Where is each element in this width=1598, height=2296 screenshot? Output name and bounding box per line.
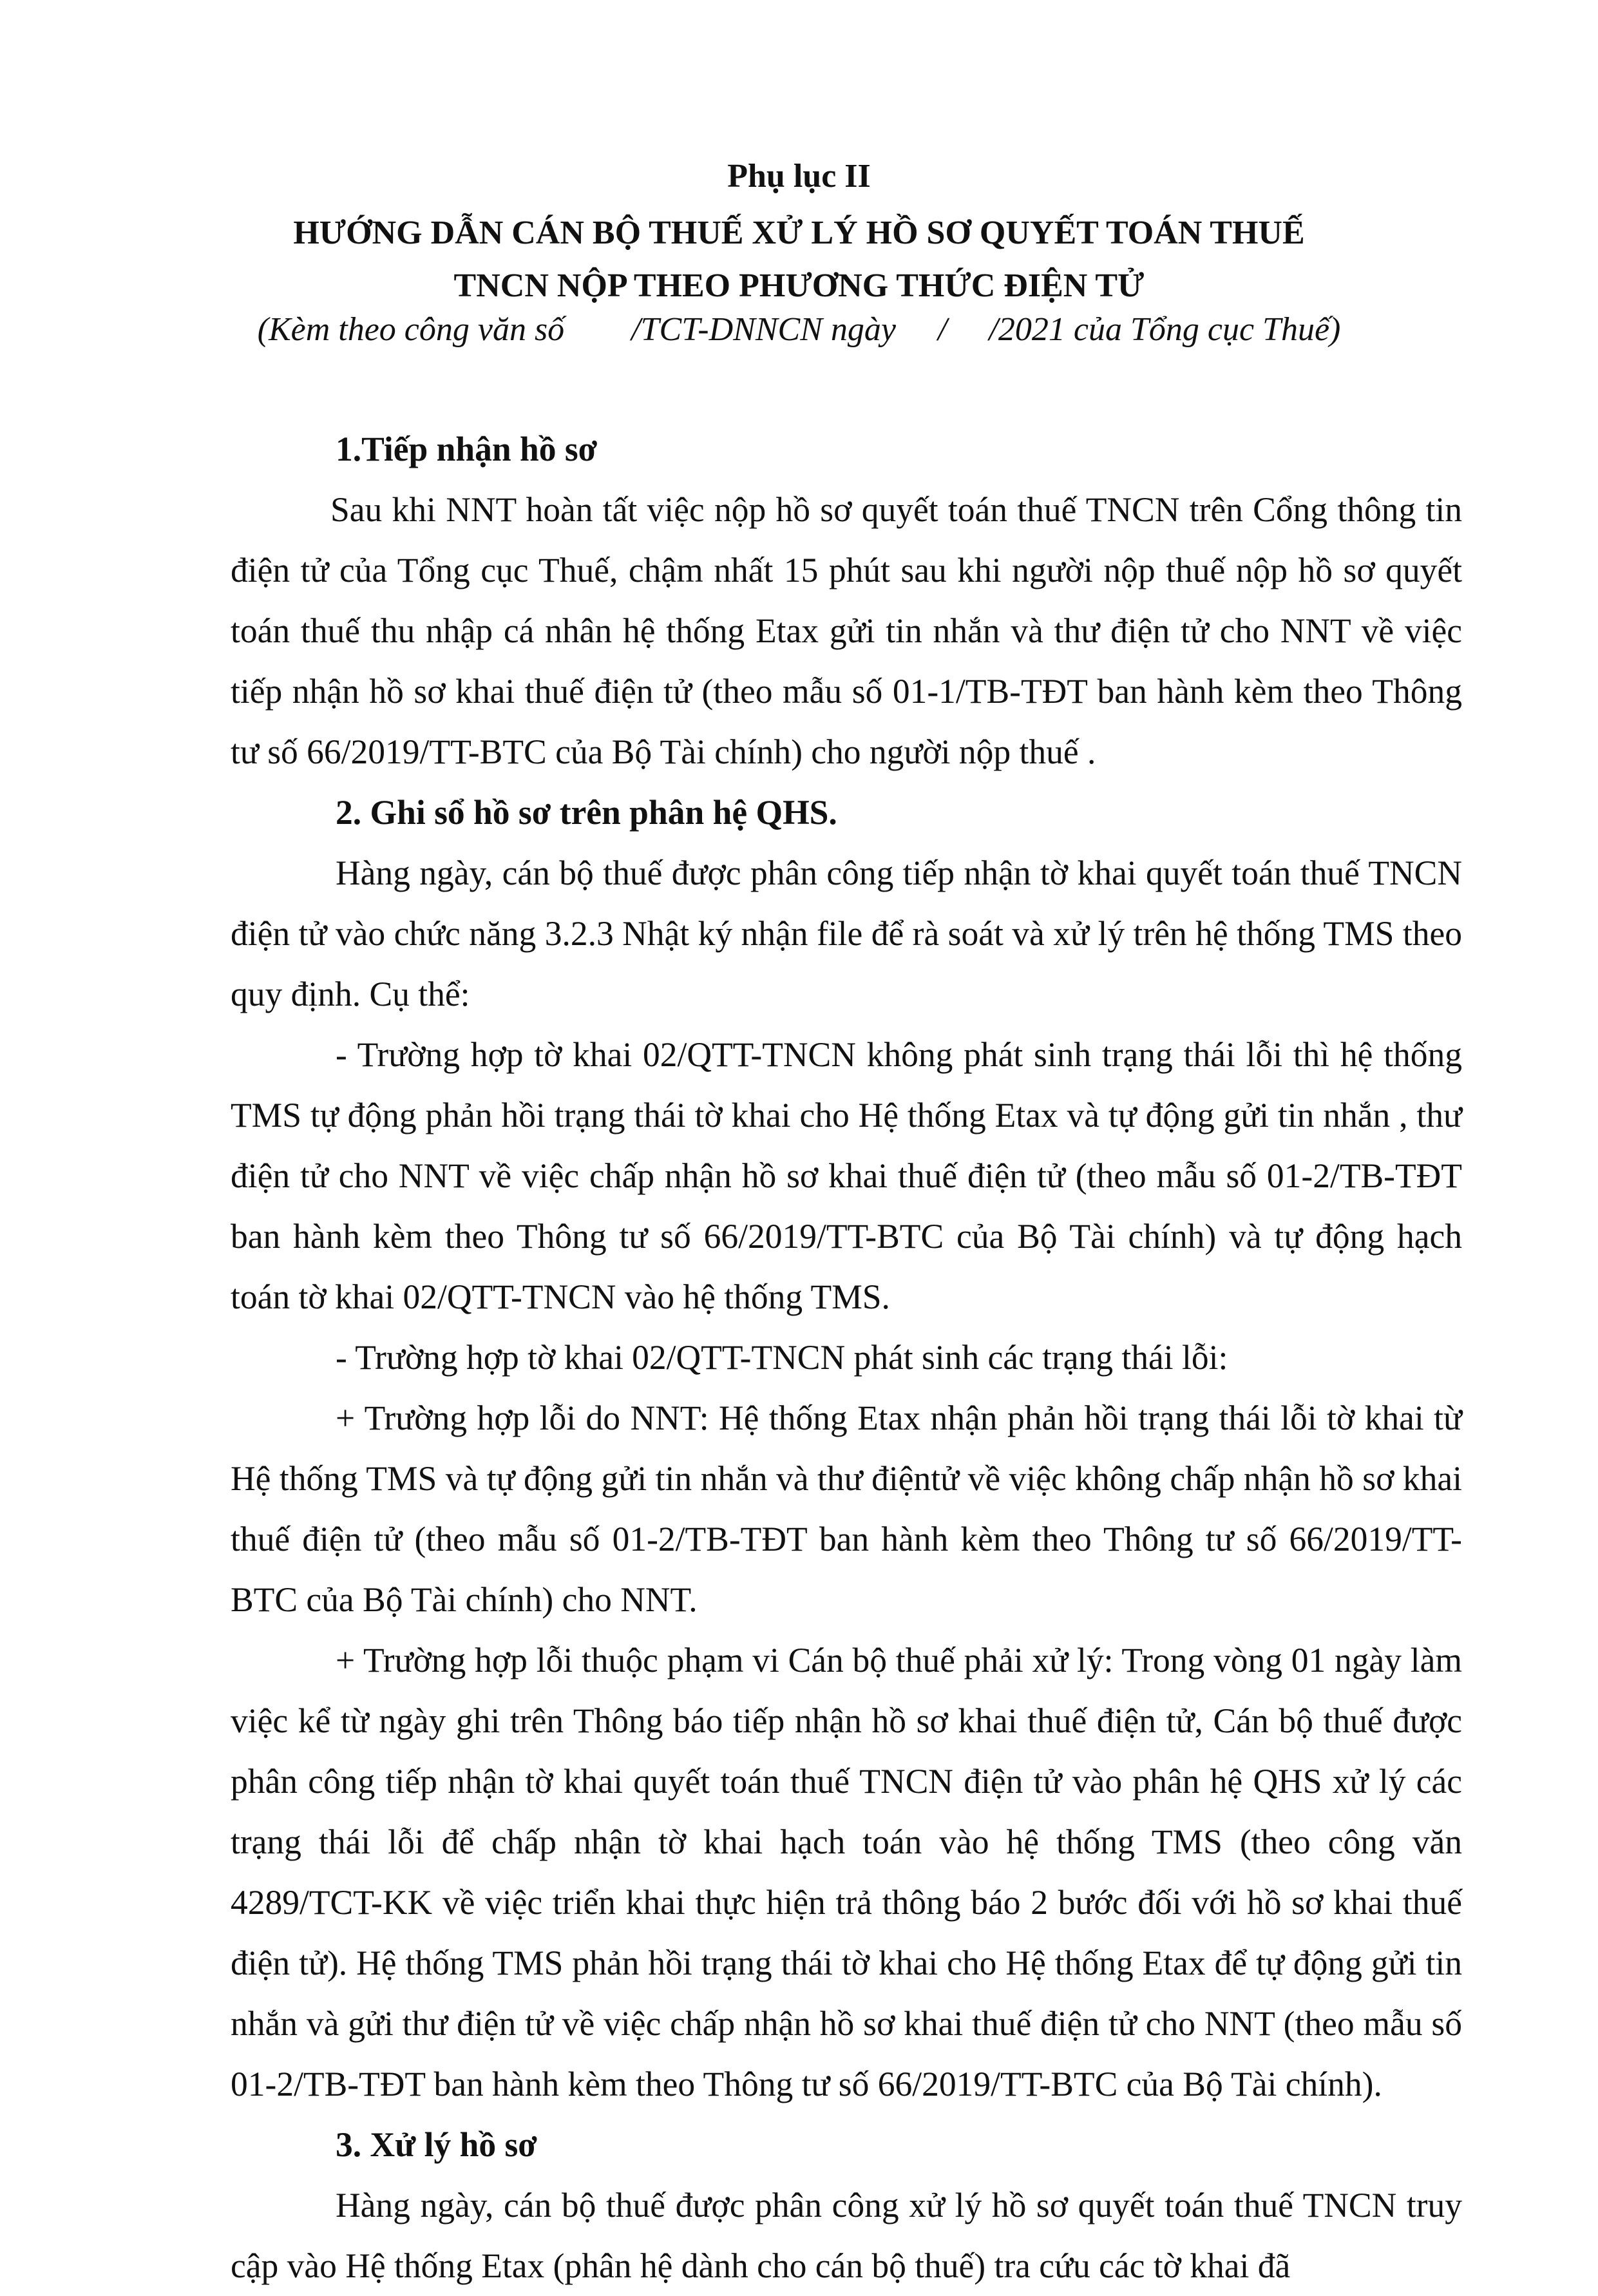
document-body — [231, 419, 1462, 2296]
paragraph-7: Hàng ngày, cán bộ thuế được phân công xử lý hồ sơ quyết toán thuế TNCN truy cập vào Hệ thống Etax (phân hệ dành cho cán bộ thuế) tra cứu các tờ khai đã — [231, 2186, 1462, 2285]
section-heading-2: 2. Ghi sổ hồ sơ trên phân hệ QHS. — [336, 793, 837, 832]
document-title-line-2: TNCN NỘP THEO PHƯƠNG THỨC ĐIỆN TỬ — [453, 267, 1145, 304]
section-heading-1: 1.Tiếp nhận hồ sơ — [336, 430, 598, 468]
paragraph-2: Hàng ngày, cán bộ thuế được phân công tiếp nhận tờ khai quyết toán thuế TNCN điện tử vào chức năng 3.2.3 Nhật ký nhận file để rà soát và xử lý trên hệ thống TMS theo quy định. Cụ thể: — [231, 854, 1462, 1013]
paragraph-3: - Trường hợp tờ khai 02/QTT-TNCN không phát sinh trạng thái lỗi thì hệ thống TMS tự động phản hồi trạng thái tờ khai cho Hệ thống Etax và tự động gửi tin nhắn , thư điện tử cho NNT về việc chấp nhận hồ sơ khai thuế điện tử (theo mẫu số 01-2/TB-TĐT ban hành kèm theo Thông tư số 66/2019/TT-BTC của Bộ Tài chính) và tự động hạch toán tờ khai 02/QTT-TNCN vào hệ thống TMS. — [231, 1035, 1462, 1316]
paragraph-5: + Trường hợp lỗi do NNT: Hệ thống Etax nhận phản hồi trạng thái lỗi tờ khai từ Hệ thống TMS và tự động gửi tin nhắn và thư điệntử về việc không chấp nhận hồ sơ khai thuế điện tử (theo mẫu số 01-2/TB-TĐT ban hành kèm theo Thông tư số 66/2019/TT-BTC của Bộ Tài chính) cho NNT. — [231, 1399, 1462, 1619]
document-title-line-1: HƯỚNG DẪN CÁN BỘ THUẾ XỬ LÝ HỒ SƠ QUYẾT TOÁN THUẾ — [293, 215, 1305, 251]
paragraph-1: Sau khi NNT hoàn tất việc nộp hồ sơ quyết toán thuế TNCN trên Cổng thông tin điện tử của Tổng cục Thuế, chậm nhất 15 phút sau khi người nộp thuế nộp hồ sơ quyết toán thuế thu nhập cá nhân hệ thống Etax gửi tin nhắn và thư điện tử cho NNT về việc tiếp nhận hồ sơ khai thuế điện tử (theo mẫu số 01-1/TB-TĐT ban hành kèm theo Thông tư số 66/2019/TT-BTC của Bộ Tài chính) cho người nộp thuế . — [231, 490, 1462, 771]
paragraph-6: + Trường hợp lỗi thuộc phạm vi Cán bộ thuế phải xử lý: Trong vòng 01 ngày làm việc kể từ ngày ghi trên Thông báo tiếp nhận hồ sơ khai thuế điện tử, Cán bộ thuế được phân công tiếp nhận tờ khai quyết toán thuế TNCN điện tử vào phân hệ QHS xử lý các trạng thái lỗi để chấp nhận tờ khai hạch toán vào hệ thống TMS (theo công văn 4289/TCT-KK về việc triển khai thực hiện trả thông báo 2 bước đối với hồ sơ khai thuế điện tử). Hệ thống TMS phản hồi trạng thái tờ khai cho Hệ thống Etax để tự động gửi tin nhắn và gửi thư điện tử về việc chấp nhận hồ sơ khai thuế điện tử cho NNT (theo mẫu số 01-2/TB-TĐT ban hành kèm theo Thông tư số 66/2019/TT-BTC của Bộ Tài chính). — [231, 1641, 1462, 2103]
section-heading-3: 3. Xử lý hồ sơ — [336, 2125, 537, 2164]
attachment-note: (Kèm theo công văn số /TCT-DNNCN ngày / /2021 của Tổng cục Thuế) — [257, 311, 1341, 348]
paragraph-4: - Trường hợp tờ khai 02/QTT-TNCN phát sinh các trạng thái lỗi: — [336, 1338, 1228, 1377]
appendix-title: Phụ lục II — [727, 158, 871, 195]
